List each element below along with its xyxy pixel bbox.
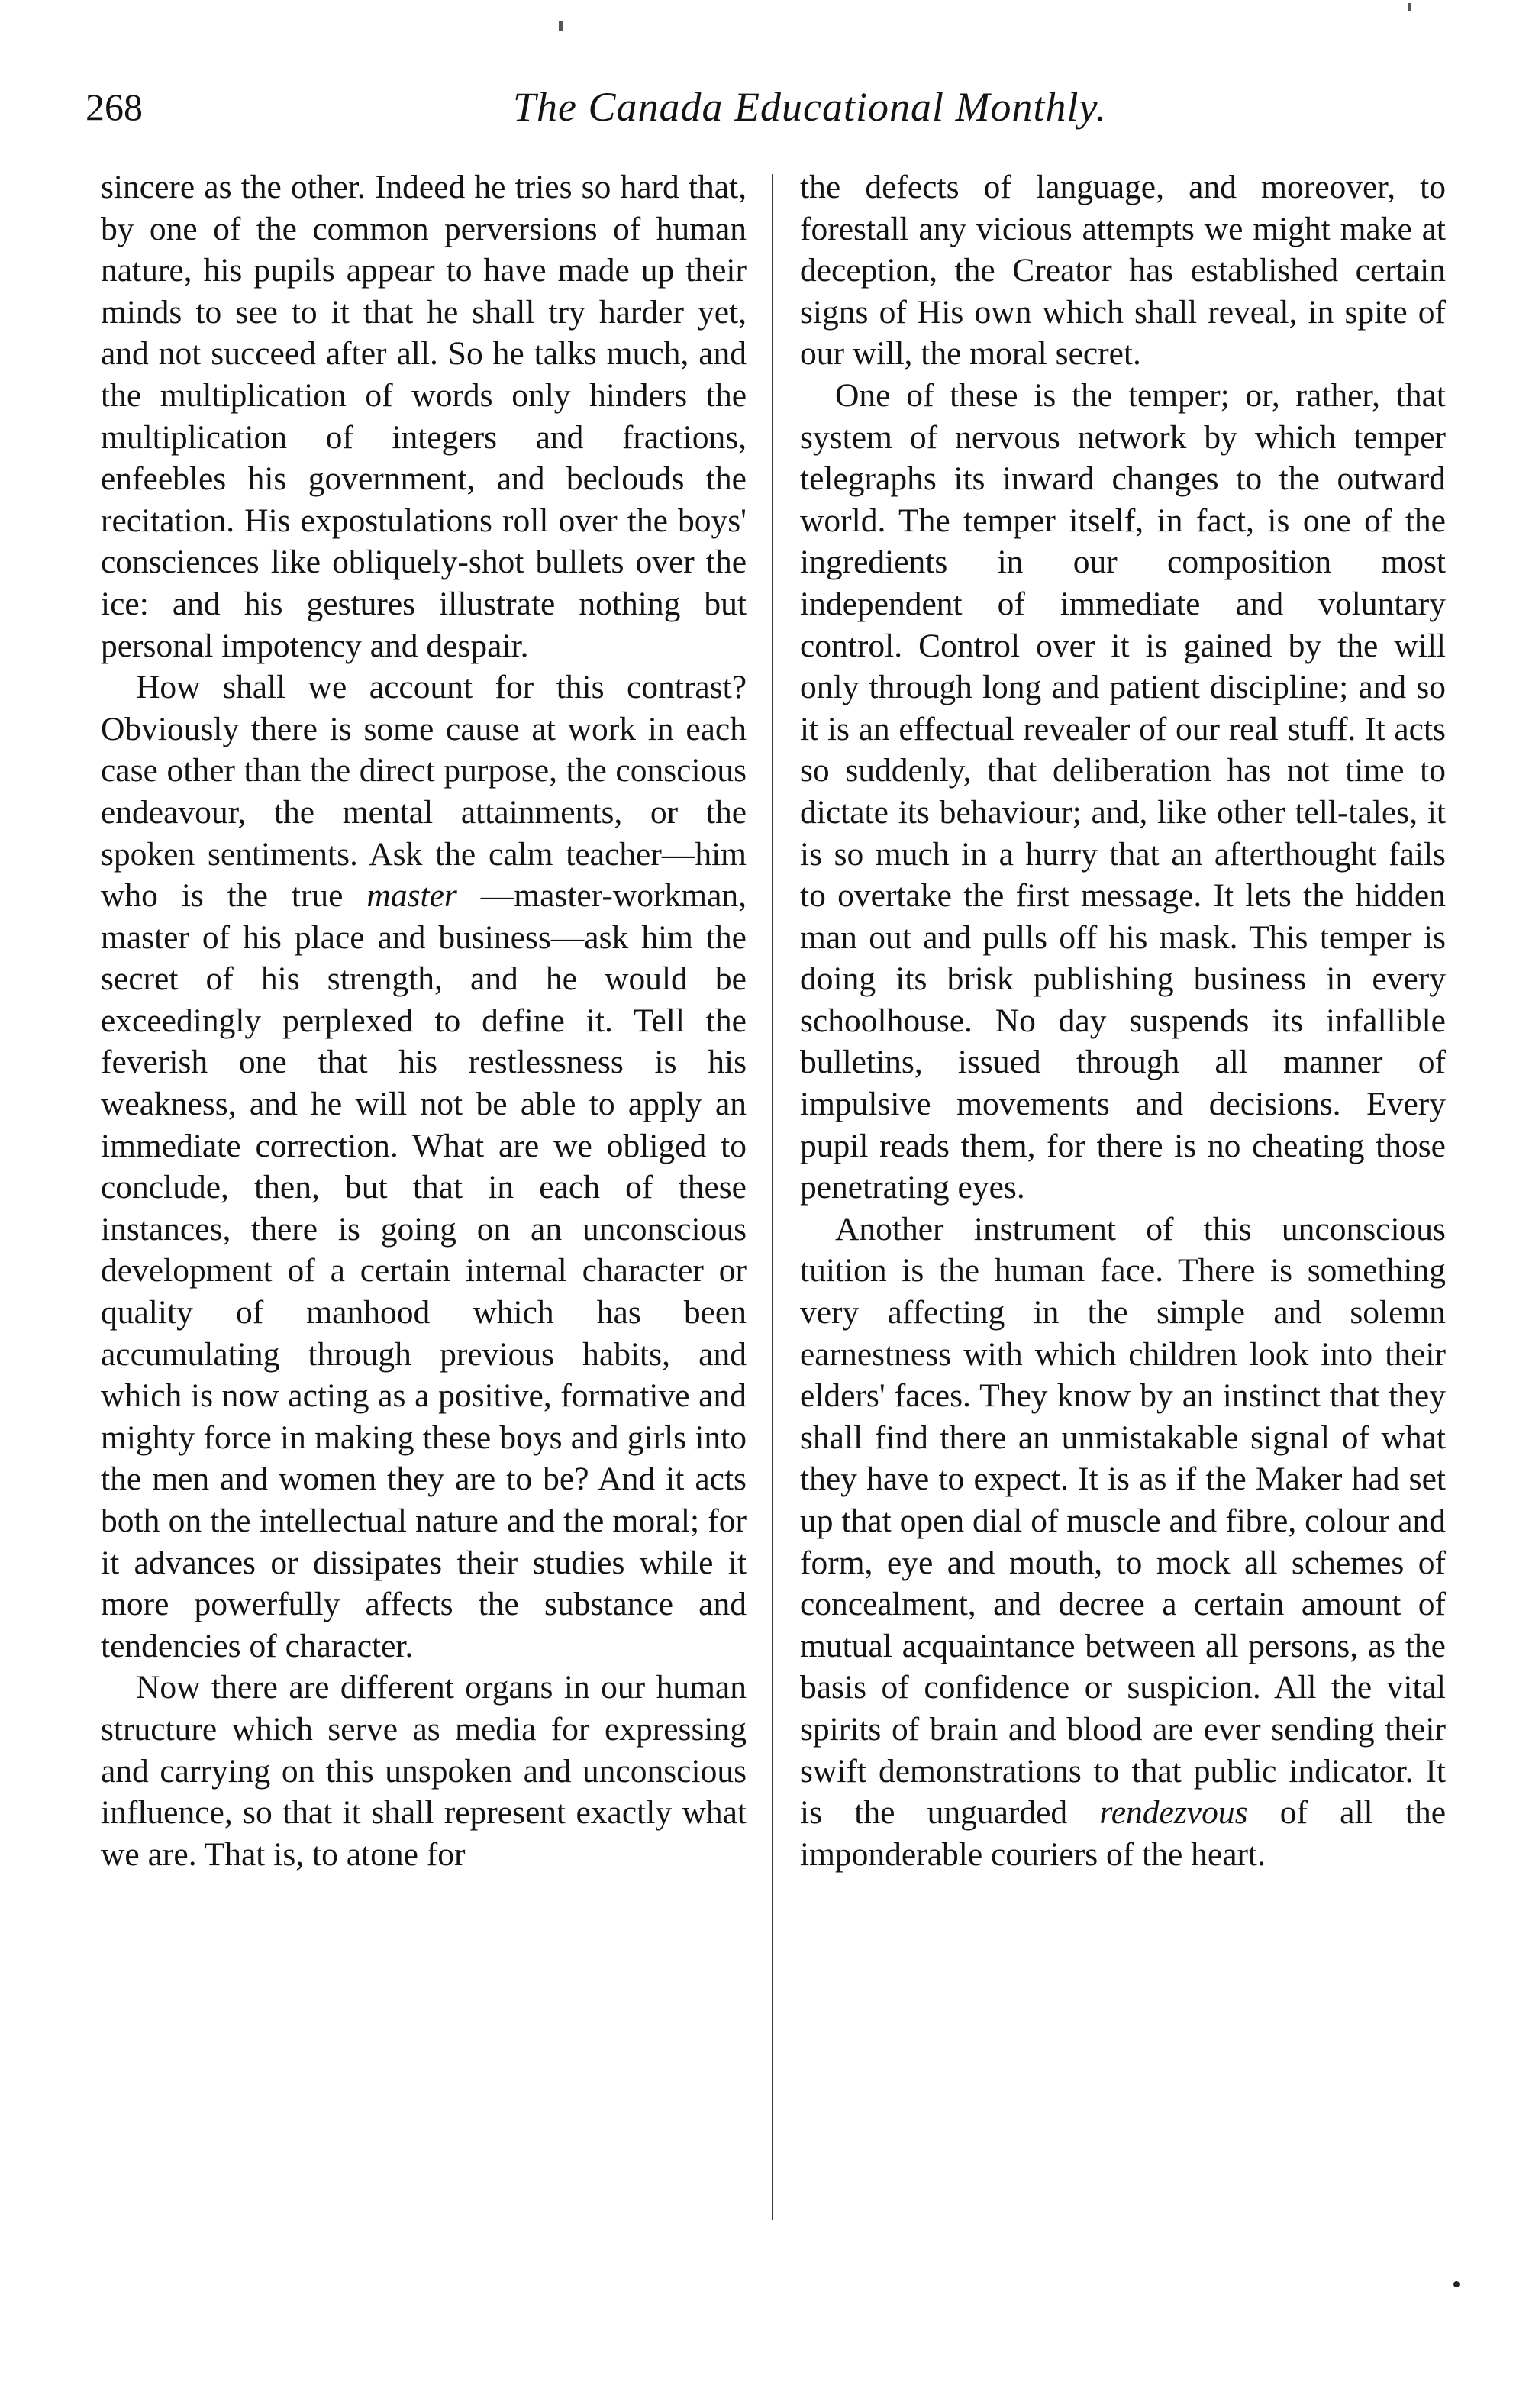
italic-word: rendezvous — [1099, 1794, 1248, 1832]
print-mark — [1453, 2281, 1460, 2287]
print-mark — [1408, 3, 1411, 11]
page-number: 268 — [85, 86, 143, 128]
journal-title: The Canada Educational Monthly. — [513, 84, 1107, 130]
paragraph-text: Another instrument of this unconscious tuition is the human face. There is something very affecting in the simple and solemn earnestness with which children look into their elders' faces. They know by an instinct that they shall find there an unmistakable signal of what they have to expect. It is as if the Maker had set up that open dial of muscle and fibre, colour and form, eye and mouth, to mock all schemes of concealment, and decree a certain amount of mutual acquaintance between all persons, as the basis of confidence or suspicion. All the vital spirits of brain and blood are ever sending their swift demonstrations to that public indicator. It is the unguarded — [800, 1210, 1446, 1832]
italic-word: master — [366, 877, 457, 915]
running-header — [85, 80, 1452, 134]
column-divider — [772, 174, 773, 2220]
paragraph: One of these is the temper; or, rather, that system of nervous network by which temper telegraphs its inward changes to the outward world. The temper itself, in fact, is one of the ingredients in our composition most independent of immediate and voluntary control. Control over it is gained by the will only through long and patient discipline; and so it is an effectual revealer of our real stuff. It acts so suddenly, that deliberation has not time to dictate its behaviour; and, like other tell-tales, it is so much in a hurry that an afterthought fails to overtake the first message. It lets the hidden man out and pulls off his mask. This temper is doing its brisk publishing business in every schoolhouse. No day suspends its infallible bulletins, issued through all manner of impulsive movements and decisions. Every pupil reads them, for there is no cheating those penetrating eyes. — [800, 376, 1446, 1206]
paragraph-text: of all the imponderable couriers of the heart. — [800, 1794, 1446, 1873]
paragraph-text: How shall we account for this contrast? Obviously there is some cause at work in each case other than the direct purpose, the conscious endeavour, the mental attainments, or the spoken sentiments. Ask the calm teacher—him who is the true — [101, 669, 747, 915]
right-column — [800, 166, 1446, 1875]
paragraph-text: —master-workman, master of his place and business—ask him the secret of his strength, and he would be exceedingly perplexed to define it. Tell the feverish one that his restlessness is his weakness, and he will not be able to apply an immediate correction. What are we obliged to conclude, then, but that in each of these instances, there is going on an unconscious development of a certain internal character or quality of manhood which has been accumulating through previous habits, and which is now acting as a positive, formative and mighty force in making these boys and girls into the men and women they are to be? And it acts both on the intellectual nature and the moral; for it advances or dissipates their studies while it more powerfully affects the substance and tendencies of character. — [101, 877, 747, 1664]
left-column — [101, 166, 747, 1875]
paragraph — [800, 1209, 1446, 1876]
paragraph: the defects of language, and moreover, to forestall any vicious attempts we might make at deception, the Creator has established certain signs of His own which shall reveal, in spite of our will, the moral secret. — [800, 169, 1446, 373]
paragraph — [101, 667, 747, 1667]
print-mark — [559, 21, 563, 31]
paragraph: Now there are different organs in our human structure which serve as media for expressing and carrying on this unspoken and unconscious influence, so that it shall represent exactly what we are. That is, to atone for — [101, 1669, 747, 1873]
paragraph: sincere as the other. Indeed he tries so hard that, by one of the common perversions of human nature, his pupils appear to have made up their minds to see to it that he shall try harder yet, and not succeed after all. So he talks much, and the multiplication of words only hinders the multiplication of integers and fractions, enfeebles his government, and beclouds the recitation. His expostulations roll over the boys' consciences like obliquely-shot bullets over the ice: and his gestures illustrate nothing but personal impotency and despair. — [101, 169, 747, 664]
